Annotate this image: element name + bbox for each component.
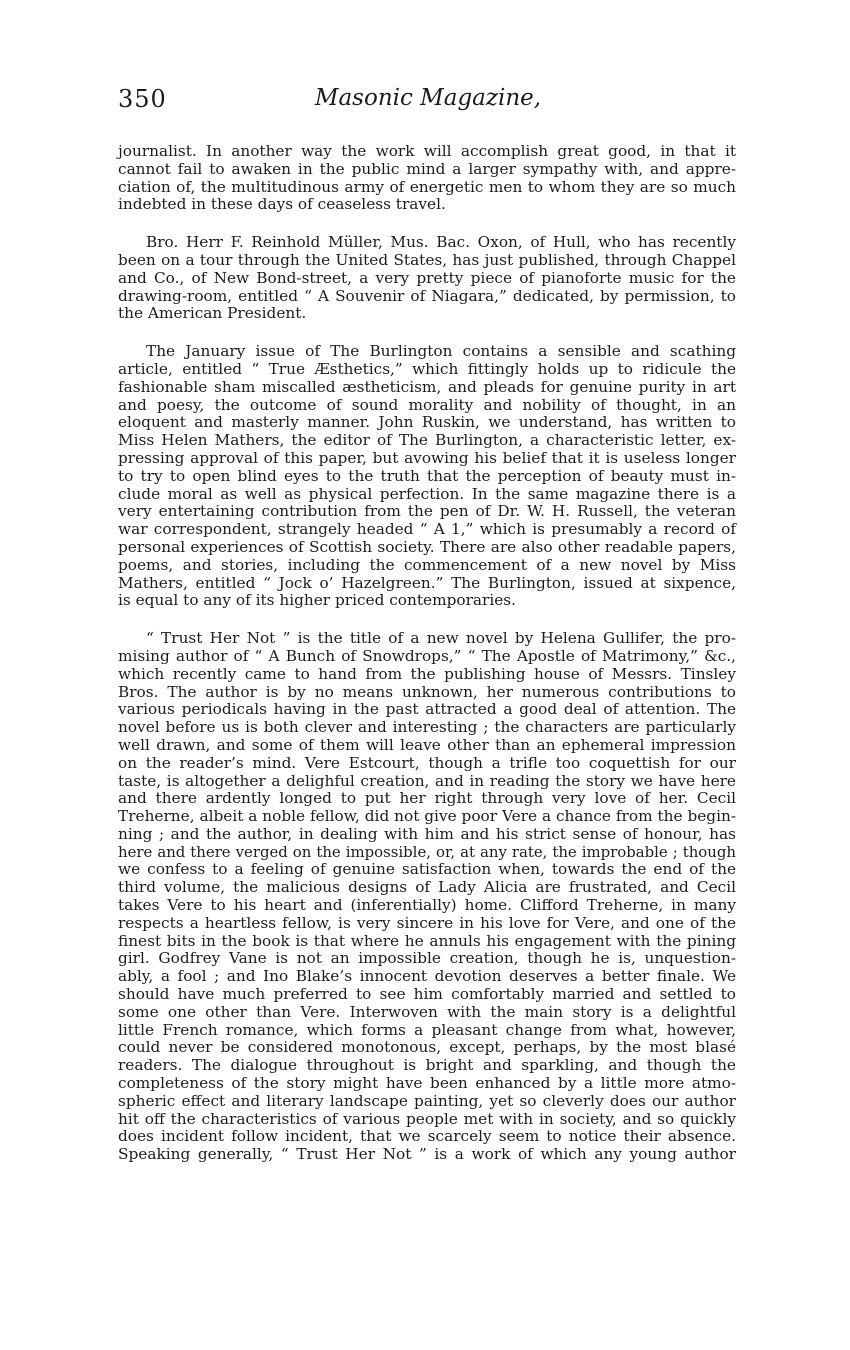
text-line: Miss Helen Mathers, the editor of The Burlington, a characteristic letter, ex- xyxy=(118,431,736,450)
text-line: we confess to a feeling of genuine satisfaction when, towards the end of the xyxy=(118,860,736,879)
text-line: pressing approval of this paper, but avowing his belief that it is useless longer xyxy=(118,448,736,467)
text-line: very entertaining contribution from the pen of Dr. W. H. Russell, the veteran xyxy=(118,502,736,521)
text-line: is equal to any of its higher priced contemporaries. xyxy=(118,591,516,610)
text-line: hit off the characteristics of various people met with in society, and so quickly xyxy=(118,1109,736,1128)
text-line: respects a heartless fellow, is very sincere in his love for Vere, and one of the xyxy=(118,913,736,932)
text-line: indebted in these days of ceaseless travel. xyxy=(118,195,446,214)
text-line: third volume, the malicious designs of Lady Alicia are frustrated, and Cecil xyxy=(118,878,736,897)
text-line: mising author of “ A Bunch of Snowdrops,” “ The Apostle of Matrimony,” &c., xyxy=(118,646,736,665)
text-line: novel before us is both clever and interesting ; the characters are particularly xyxy=(118,718,736,737)
text-line: readers. The dialogue throughout is bright and sparkling, and though the xyxy=(118,1056,736,1075)
text-line: Speaking generally, “ Trust Her Not ” is a work of which any young author xyxy=(118,1145,736,1164)
text-line: journalist. In another way the work will accomplish great good, in that it xyxy=(118,142,736,160)
text-line: on the reader’s mind. Vere Estcourt, though a trifle too coquettish for our xyxy=(118,753,736,772)
text-line: Treherne, albeit a noble fellow, did not give poor Vere a chance from the begin- xyxy=(118,807,736,826)
text-line: war correspondent, strangely headed “ A 1,” which is presumably a record of xyxy=(118,520,736,539)
paragraph xyxy=(118,630,736,1164)
text-line: clude moral as well as physical perfection. In the same magazine there is a xyxy=(118,484,736,503)
text-line: ably, a fool ; and Ino Blake’s innocent devotion deserves a better finale. We xyxy=(118,967,736,986)
text-line: some one other than Vere. Interwoven with the main story is a delightful xyxy=(118,1002,736,1021)
text-line: here and there verged on the impossible, or, at any rate, the improbable ; though xyxy=(118,842,736,861)
text-line: personal experiences of Scottish society. There are also other readable papers, xyxy=(118,537,736,556)
text-line: girl. Godfrey Vane is not an impossible creation, though he is, unquestion- xyxy=(118,949,736,968)
text-line: spheric effect and literary landscape painting, yet so cleverly does our author xyxy=(118,1091,736,1110)
running-title: Masonic Magazine, xyxy=(314,85,542,111)
text-line: completeness of the story might have been enhanced by a little more atmo- xyxy=(118,1074,736,1093)
text-line: to try to open blind eyes to the truth that the perception of beauty must in- xyxy=(118,466,736,485)
text-line: should have much preferred to see him comfortably married and settled to xyxy=(118,985,736,1004)
text-line: little French romance, which forms a pleasant change from what, however, xyxy=(118,1020,736,1039)
text-line: taste, is altogether a delighful creation, and in reading the story we have here xyxy=(118,771,736,790)
text-line: ning ; and the author, in dealing with him and his strict sense of honour, has xyxy=(118,824,736,843)
text-line: and Co., of New Bond-street, a very pretty piece of pianoforte music for the xyxy=(118,268,736,287)
text-line: fashionable sham miscalled æstheticism, and pleads for genuine purity in art xyxy=(118,377,736,396)
page-number: 350 xyxy=(118,85,167,113)
text-line: eloquent and masterly manner. John Ruskin, we understand, has written to xyxy=(118,413,736,432)
text-line: which recently came to hand from the publishing house of Messrs. Tinsley xyxy=(118,664,736,683)
text-line: finest bits in the book is that where he annuls his engagement with the pining xyxy=(118,931,736,950)
paragraph xyxy=(118,343,736,610)
page-header xyxy=(118,85,738,125)
text-line: “ Trust Her Not ” is the title of a new novel by Helena Gullifer, the pro- xyxy=(146,629,736,648)
text-line: and poesy, the outcome of sound morality and nobility of thought, in an xyxy=(118,395,736,414)
text-line: article, entitled “ True Æsthetics,” which fittingly holds up to ridicule the xyxy=(118,359,736,378)
text-line: Bros. The author is by no means unknown, her numerous contributions to xyxy=(118,682,736,701)
text-line: and there ardently longed to put her right through very love of her. Cecil xyxy=(118,789,736,808)
text-line: the American President. xyxy=(118,304,307,323)
text-line: could never be considered monotonous, except, perhaps, by the most blasé xyxy=(118,1038,736,1057)
text-line: does incident follow incident, that we scarcely seem to notice their absence. xyxy=(118,1127,736,1146)
text-line: Mathers, entitled “ Jock o’ Hazelgreen.” The Burlington, issued at sixpence, xyxy=(118,573,736,592)
text-line: poems, and stories, including the commencement of a new novel by Miss xyxy=(118,555,736,574)
text-line: The January issue of The Burlington contains a sensible and scathing xyxy=(146,342,736,361)
text-line: ciation of, the multitudinous army of energetic men to whom they are so much xyxy=(118,177,736,196)
text-line: various periodicals having in the past attracted a good deal of attention. The xyxy=(118,700,736,719)
text-line: drawing-room, entitled “ A Souvenir of Niagara,” dedicated, by permission, to xyxy=(118,286,736,305)
text-line: takes Vere to his heart and (inferentially) home. Clifford Treherne, in many xyxy=(118,896,736,915)
paragraph xyxy=(118,234,736,323)
text-line: been on a tour through the United States, has just published, through Chappel xyxy=(118,250,736,269)
text-line: Bro. Herr F. Reinhold Müller, Mus. Bac. Oxon, of Hull, who has recently xyxy=(146,233,736,252)
paragraph xyxy=(118,143,736,214)
article-body xyxy=(118,143,736,1164)
text-line: well drawn, and some of them will leave other than an ephemeral impression xyxy=(118,735,736,754)
text-line: cannot fail to awaken in the public mind a larger sympathy with, and appre- xyxy=(118,159,736,178)
